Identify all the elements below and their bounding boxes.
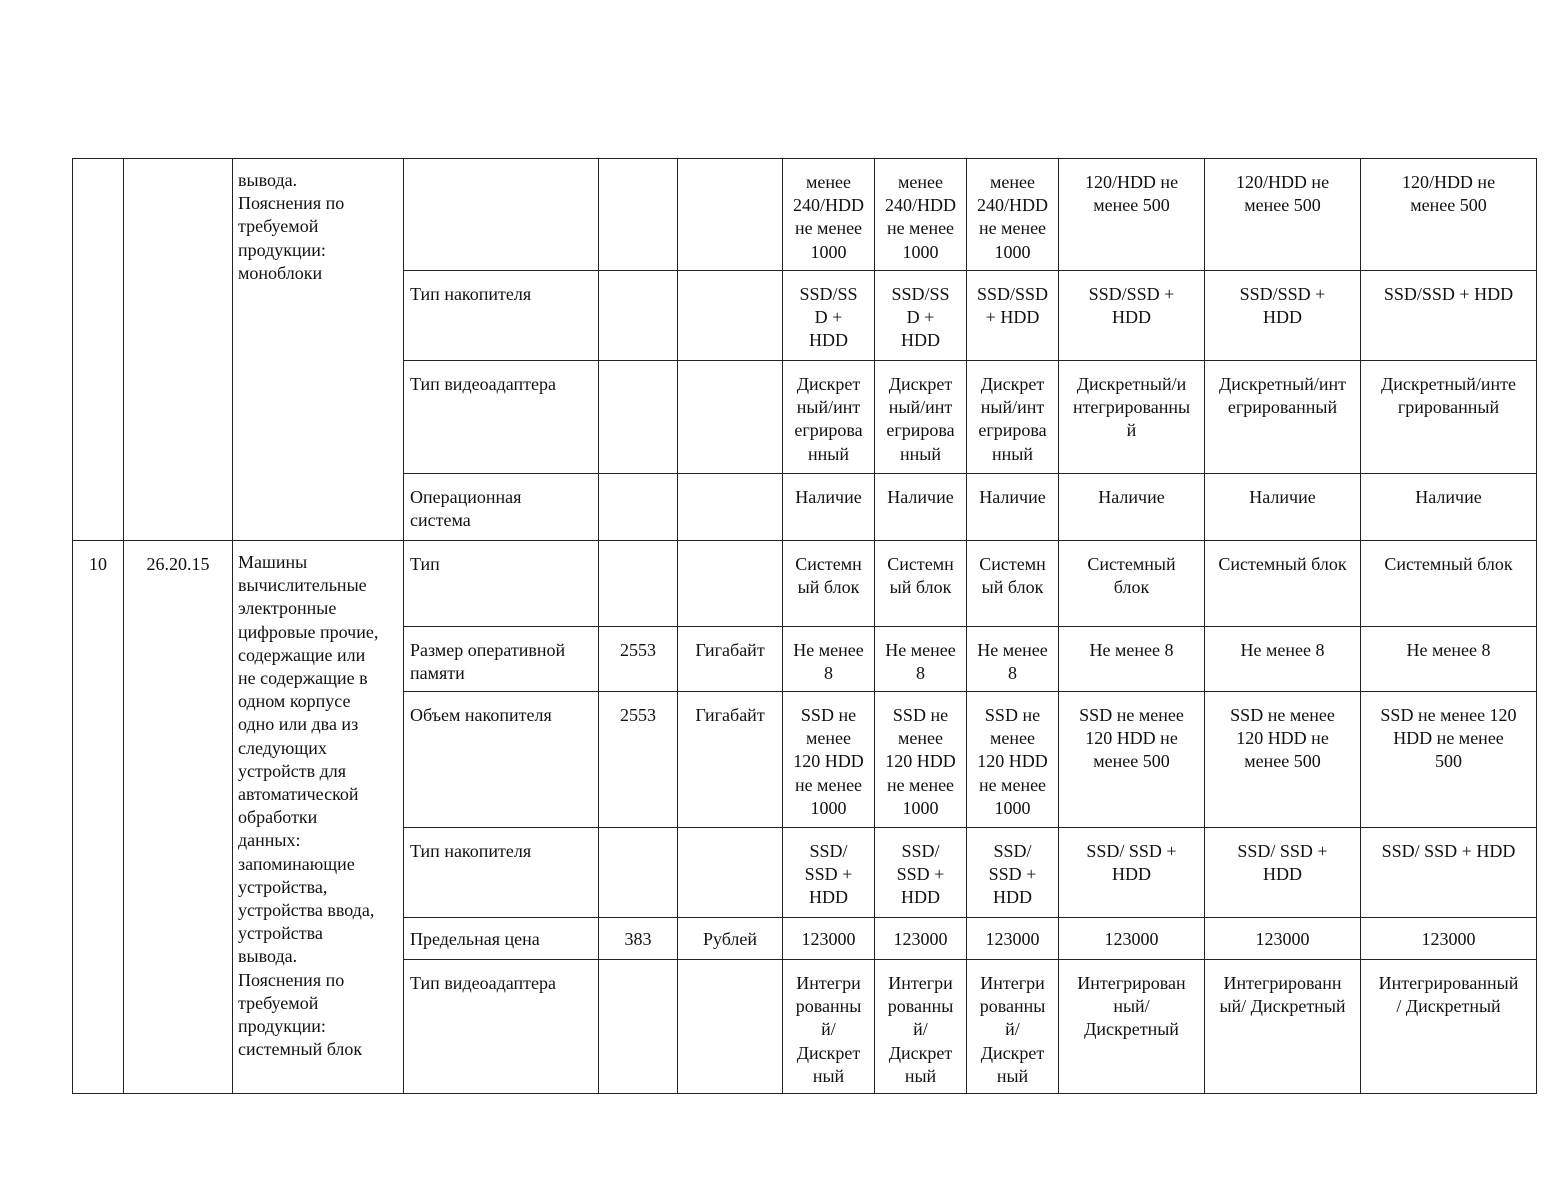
value-cell: Интегри рованны й/ Дискрет ный [967, 960, 1059, 1094]
characteristic-name-cell: Предельная цена [404, 918, 599, 960]
unit-cell [678, 541, 783, 627]
value-cell: SSD/SSD + HDD [1361, 271, 1537, 361]
unit-cell: Гигабайт [678, 692, 783, 828]
unit-cell [678, 361, 783, 474]
value-cell: Не менее 8 [783, 627, 875, 692]
characteristic-name-cell: Тип накопителя [404, 828, 599, 918]
value-cell: Дискрет ный/инт егрирова нный [875, 361, 967, 474]
value-cell: менее 240/HDD не менее 1000 [967, 159, 1059, 271]
value-cell: 123000 [1059, 918, 1205, 960]
value-cell: Интегри рованны й/ Дискрет ный [875, 960, 967, 1094]
unit-cell [678, 271, 783, 361]
value-cell: SSD/SSD + HDD [967, 271, 1059, 361]
value-cell: Наличие [783, 474, 875, 541]
value-cell: Не менее 8 [875, 627, 967, 692]
unit-cell: Рублей [678, 918, 783, 960]
value-cell: 123000 [1361, 918, 1537, 960]
value-cell: Дискретный/инте грированный [1361, 361, 1537, 474]
requirements-table [72, 158, 1537, 1094]
okei-code-cell [599, 474, 678, 541]
value-cell: SSD не менее 120 HDD не менее 500 [1059, 692, 1205, 828]
value-cell: менее 240/HDD не менее 1000 [783, 159, 875, 271]
value-cell: Наличие [1059, 474, 1205, 541]
value-cell: Интегрированный / Дискретный [1361, 960, 1537, 1094]
okei-code-cell [599, 159, 678, 271]
value-cell: SSD/ SSD + HDD [1361, 828, 1537, 918]
value-cell: SSD/SS D + HDD [875, 271, 967, 361]
characteristic-name-cell: Тип видеоадаптера [404, 361, 599, 474]
value-cell: SSD/ SSD + HDD [875, 828, 967, 918]
value-cell: Системн ый блок [875, 541, 967, 627]
value-cell: Интегрированн ый/ Дискретный [1205, 960, 1361, 1094]
value-cell: SSD не менее 120 HDD не менее 1000 [967, 692, 1059, 828]
unit-cell [678, 828, 783, 918]
okei-code-cell: 2553 [599, 692, 678, 828]
okpd-code-cell [124, 159, 233, 541]
characteristic-name-cell: Тип накопителя [404, 271, 599, 361]
value-cell: SSD/ SSD + HDD [1205, 828, 1361, 918]
row-number-cell [73, 159, 124, 541]
characteristic-name-cell: Тип [404, 541, 599, 627]
value-cell: SSD/ SSD + HDD [783, 828, 875, 918]
value-cell: 123000 [783, 918, 875, 960]
value-cell: SSD не менее 120 HDD не менее 1000 [783, 692, 875, 828]
characteristic-name-cell: Тип видеоадаптера [404, 960, 599, 1094]
value-cell: Системн ый блок [967, 541, 1059, 627]
value-cell: SSD/SSD + HDD [1205, 271, 1361, 361]
table-row [73, 159, 1537, 271]
value-cell: Дискретный/инт егрированный [1205, 361, 1361, 474]
okei-code-cell: 383 [599, 918, 678, 960]
unit-cell: Гигабайт [678, 627, 783, 692]
value-cell: SSD не менее 120 HDD не менее 1000 [875, 692, 967, 828]
value-cell: Дискрет ный/инт егрирова нный [967, 361, 1059, 474]
value-cell: Системн ый блок [783, 541, 875, 627]
characteristic-name-cell [404, 159, 599, 271]
value-cell: 120/HDD не менее 500 [1361, 159, 1537, 271]
value-cell: Не менее 8 [1361, 627, 1537, 692]
value-cell: Не менее 8 [967, 627, 1059, 692]
characteristic-name-cell: Объем накопителя [404, 692, 599, 828]
okei-code-cell [599, 828, 678, 918]
value-cell: Наличие [967, 474, 1059, 541]
value-cell: Не менее 8 [1059, 627, 1205, 692]
characteristic-name-cell: Операционная система [404, 474, 599, 541]
okpd-code: 26.20.15 [146, 554, 210, 574]
value-cell: 123000 [1205, 918, 1361, 960]
value-cell: 123000 [967, 918, 1059, 960]
product-description: вывода. Пояснения по требуемой продукции: моноблоки [238, 170, 345, 283]
characteristic-name-cell: Размер оперативной памяти [404, 627, 599, 692]
okei-code-cell [599, 541, 678, 627]
value-cell: SSD/SSD + HDD [1059, 271, 1205, 361]
value-cell: 123000 [875, 918, 967, 960]
value-cell: SSD/ SSD + HDD [1059, 828, 1205, 918]
value-cell: SSD не менее 120 HDD не менее 500 [1361, 692, 1537, 828]
value-cell: SSD не менее 120 HDD не менее 500 [1205, 692, 1361, 828]
value-cell: Наличие [1361, 474, 1537, 541]
value-cell: 120/HDD не менее 500 [1059, 159, 1205, 271]
product-description-cell [233, 159, 404, 541]
value-cell: Интегрирован ный/ Дискретный [1059, 960, 1205, 1094]
okei-code-cell [599, 960, 678, 1094]
unit-cell [678, 159, 783, 271]
unit-cell [678, 474, 783, 541]
value-cell: Системный блок [1059, 541, 1205, 627]
okei-code-cell [599, 271, 678, 361]
row-number-cell [73, 541, 124, 1094]
product-description: Машины вычислительные электронные цифровые прочие, содержащие или не содержащие в одном корпусе одно или два из следующих устройств для автоматической обработки данных: запоминающие устройства, устройства ввода, устройства вывода. Пояснения по требуемой продукции: системный блок [238, 552, 379, 1060]
value-cell: Наличие [1205, 474, 1361, 541]
value-cell: Дискрет ный/инт егрирова нный [783, 361, 875, 474]
unit-cell [678, 960, 783, 1094]
value-cell: 120/HDD не менее 500 [1205, 159, 1361, 271]
value-cell: SSD/SS D + HDD [783, 271, 875, 361]
value-cell: Не менее 8 [1205, 627, 1361, 692]
value-cell: Интегри рованны й/ Дискрет ный [783, 960, 875, 1094]
okei-code-cell [599, 361, 678, 474]
okei-code-cell: 2553 [599, 627, 678, 692]
value-cell: Системный блок [1361, 541, 1537, 627]
value-cell: Системный блок [1205, 541, 1361, 627]
product-description-cell [233, 541, 404, 1094]
value-cell: Дискретный/и нтегрированны й [1059, 361, 1205, 474]
value-cell: SSD/ SSD + HDD [967, 828, 1059, 918]
value-cell: Наличие [875, 474, 967, 541]
value-cell: менее 240/HDD не менее 1000 [875, 159, 967, 271]
okpd-code-cell [124, 541, 233, 1094]
row-number: 10 [89, 554, 107, 574]
table-row [73, 541, 1537, 627]
